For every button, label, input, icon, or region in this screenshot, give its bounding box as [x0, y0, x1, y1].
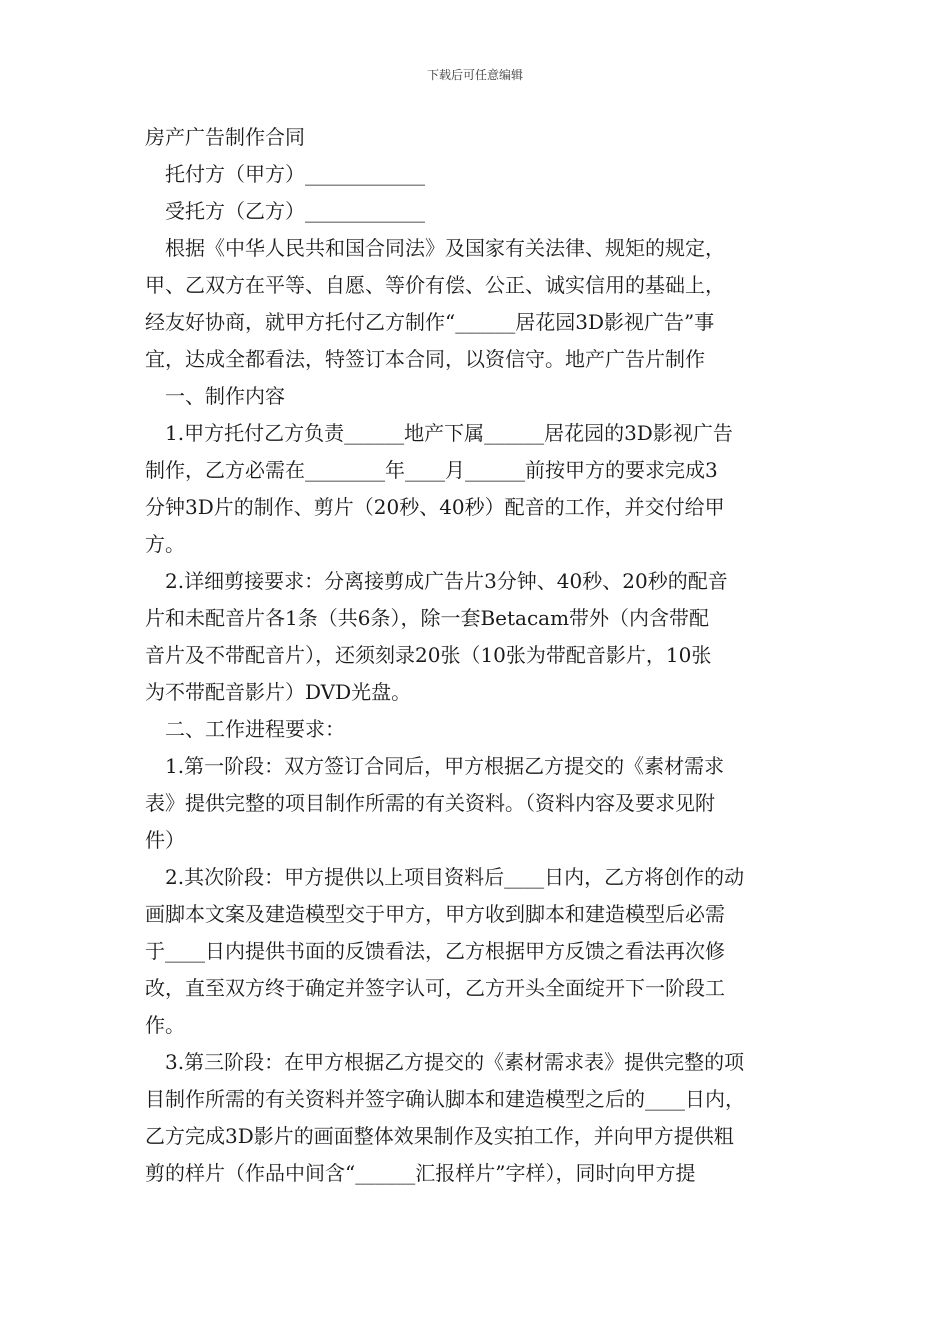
- paragraph-line: 2.详细剪接要求：分离接剪成广告片3分钟、40秒、20秒的配音: [165, 569, 728, 593]
- paragraph-line: 1.第一阶段：双方签订合同后，甲方根据乙方提交的《素材需求: [165, 754, 725, 778]
- paragraph-line: 为不带配音影片）DVD光盘。: [145, 680, 412, 704]
- paragraph-line: 改，直至双方终于确定并签字认可，乙方开头全面绽开下一阶段工: [145, 976, 725, 1000]
- paragraph-line: 剪的样片（作品中间含“______汇报样片”字样），同时向甲方提: [145, 1161, 696, 1185]
- paragraph-line: 1.甲方托付乙方负责______地产下属______居花园的3D影视广告: [165, 421, 733, 445]
- paragraph-line: 根据《中华人民共和国合同法》及国家有关法律、规矩的规定，: [165, 236, 725, 260]
- paragraph-line: 作。: [145, 1013, 185, 1037]
- paragraph-line: 2.其次阶段：甲方提供以上项目资料后____日内，乙方将创作的动: [165, 865, 745, 889]
- paragraph-line: 件）: [145, 828, 185, 852]
- paragraph-line: 方。: [145, 532, 185, 556]
- paragraph-line: 一、制作内容: [165, 384, 285, 408]
- paragraph-line: 于____日内提供书面的反馈看法，乙方根据甲方反馈之看法再次修: [145, 939, 725, 963]
- paragraph-line: 宜，达成全都看法，特签订本合同，以资信守。地产广告片制作: [145, 347, 705, 371]
- paragraph-line: 乙方完成3D影片的画面整体效果制作及实拍工作，并向甲方提供粗: [145, 1124, 734, 1148]
- paragraph-line: 二、工作进程要求：: [165, 717, 345, 741]
- paragraph-line: 音片及不带配音片），还须刻录20张（10张为带配音影片，10张: [145, 643, 712, 667]
- paragraph-line: 分钟3D片的制作、剪片（20秒、40秒）配音的工作，并交付给甲: [145, 495, 725, 519]
- paragraph-line: 表》提供完整的项目制作所需的有关资料。（资料内容及要求见附: [145, 791, 715, 815]
- paragraph-line: 目制作所需的有关资料并签字确认脚本和建造模型之后的____日内，: [145, 1087, 745, 1111]
- contract-body: [145, 119, 813, 1192]
- paragraph-line: 制作，乙方必需在________年____月______前按甲方的要求完成3: [145, 458, 718, 482]
- paragraph-line: 经友好协商，就甲方托付乙方制作“______居花园3D影视广告”事: [145, 310, 715, 334]
- paragraph-line: 甲、乙双方在平等、自愿、等价有偿、公正、诚实信用的基础上，: [145, 273, 725, 297]
- paragraph-line: 片和未配音片各1条（共6条），除一套Betacam带外（内含带配: [145, 606, 710, 630]
- paragraph-line: 托付方（甲方）____________: [165, 162, 425, 186]
- paragraph-line: 3.第三阶段：在甲方根据乙方提交的《素材需求表》提供完整的项: [165, 1050, 745, 1074]
- page-header-note: 下载后可任意编辑: [426, 68, 523, 82]
- paragraph-line: 画脚本文案及建造模型交于甲方，甲方收到脚本和建造模型后必需: [145, 902, 725, 926]
- document-title: 房产广告制作合同: [145, 125, 305, 149]
- paragraph-line: 受托方（乙方）____________: [165, 199, 425, 223]
